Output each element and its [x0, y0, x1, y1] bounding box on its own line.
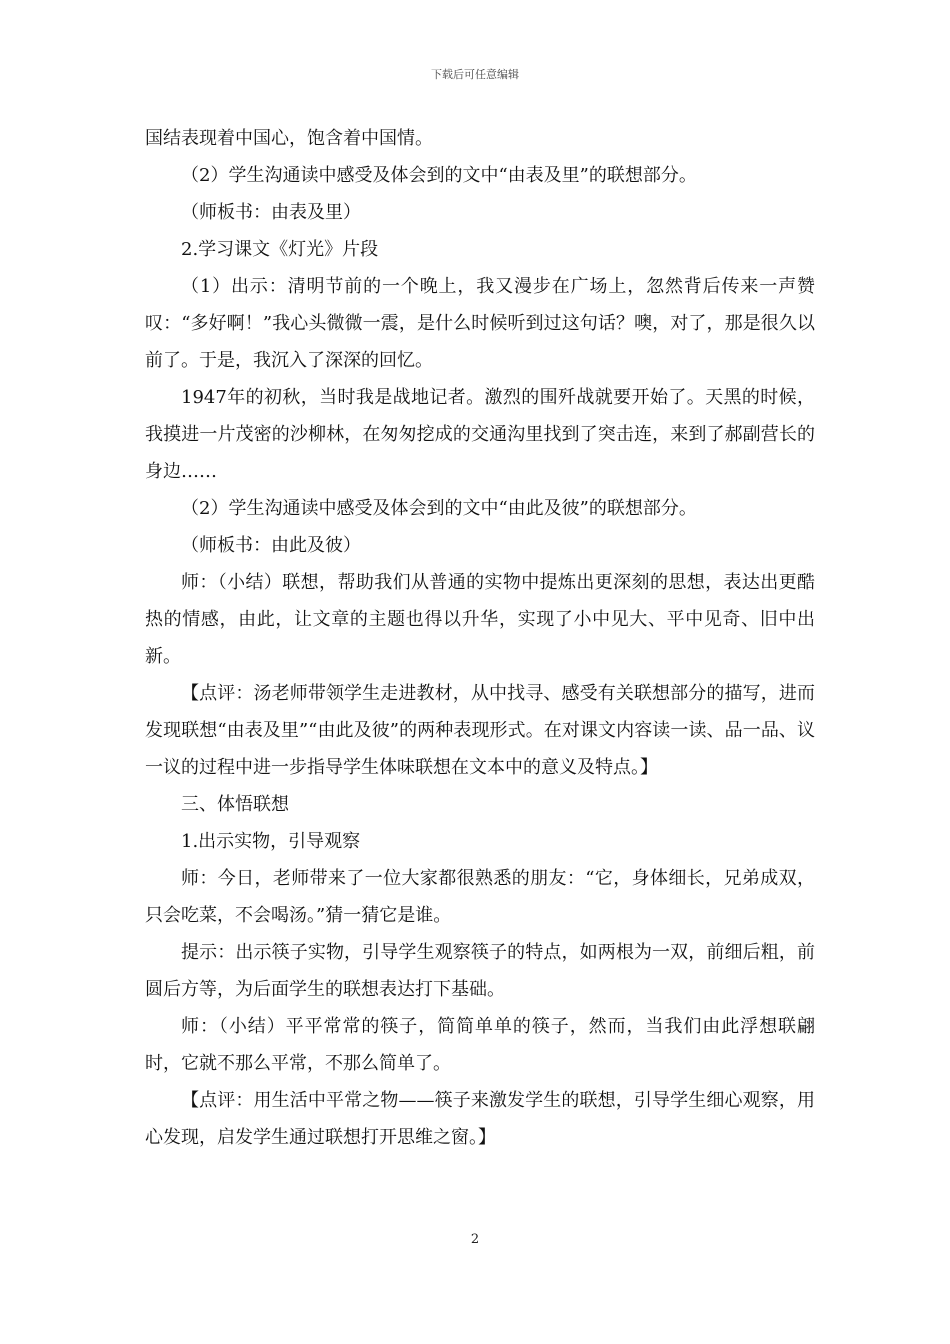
comment-paragraph: 【点评：汤老师带领学生走进教材，从中找寻、感受有关联想部分的描写，进而发现联想“由表及里”“由此及彼”的两种表现形式。在对课文内容读一读、品一品、议一议的过程中进一步指导学生体味联想在文本中的意义及特点。】 — [145, 683, 815, 778]
paragraph: 1947年的初秋，当时我是战地记者。激烈的围歼战就要开始了。天黑的时候，我摸进一片茂密的沙柳林，在匆匆挖成的交通沟里找到了突击连，来到了郝副营长的身边…… — [145, 387, 815, 482]
paragraph: 师：今日，老师带来了一位大家都很熟悉的朋友：“它，身体细长，兄弟成双，只会吃菜，不会喝汤。”猜一猜它是谁。 — [145, 868, 815, 926]
subsection-heading: 1.出示实物，引导观察 — [181, 831, 361, 852]
page-number: 2 — [470, 1232, 480, 1247]
comment-paragraph: 【点评：用生活中平常之物——筷子来激发学生的联想，引导学生细心观察，用心发现，启发学生通过联想打开思维之窗。】 — [145, 1090, 815, 1148]
paragraph: 师：（小结）平平常常的筷子，简简单单的筷子，然而，当我们由此浮想联翩时，它就不那么平常，不那么简单了。 — [145, 1016, 815, 1074]
section-heading: 2.学习课文《灯光》片段 — [181, 239, 379, 260]
paragraph: （师板书：由表及里） — [181, 202, 361, 223]
paragraph: （师板书：由此及彼） — [181, 535, 361, 556]
page-header: 下载后可任意编辑 — [431, 68, 519, 81]
paragraph: 师：（小结）联想，帮助我们从普通的实物中提炼出更深刻的思想，表达出更酷热的情感，由此，让文章的主题也得以升华，实现了小中见大、平中见奇、旧中出新。 — [145, 572, 815, 667]
paragraph: 提示：出示筷子实物，引导学生观察筷子的特点，如两根为一双，前细后粗，前圆后方等，为后面学生的联想表达打下基础。 — [145, 942, 815, 1000]
paragraph: 国结表现着中国心，饱含着中国情。 — [145, 128, 433, 149]
paragraph: （2）学生沟通读中感受及体会到的文中“由此及彼”的联想部分。 — [181, 498, 697, 519]
section-heading: 三、体悟联想 — [181, 794, 289, 815]
paragraph: （1）出示：清明节前的一个晚上，我又漫步在广场上，忽然背后传来一声赞叹：“多好啊！”我心头微微一震，是什么时候听到过这句话？噢，对了，那是很久以前了。于是，我沉入了深深的回忆。 — [145, 276, 815, 371]
body-text — [145, 120, 815, 1156]
paragraph: （2）学生沟通读中感受及体会到的文中“由表及里”的联想部分。 — [181, 165, 697, 186]
